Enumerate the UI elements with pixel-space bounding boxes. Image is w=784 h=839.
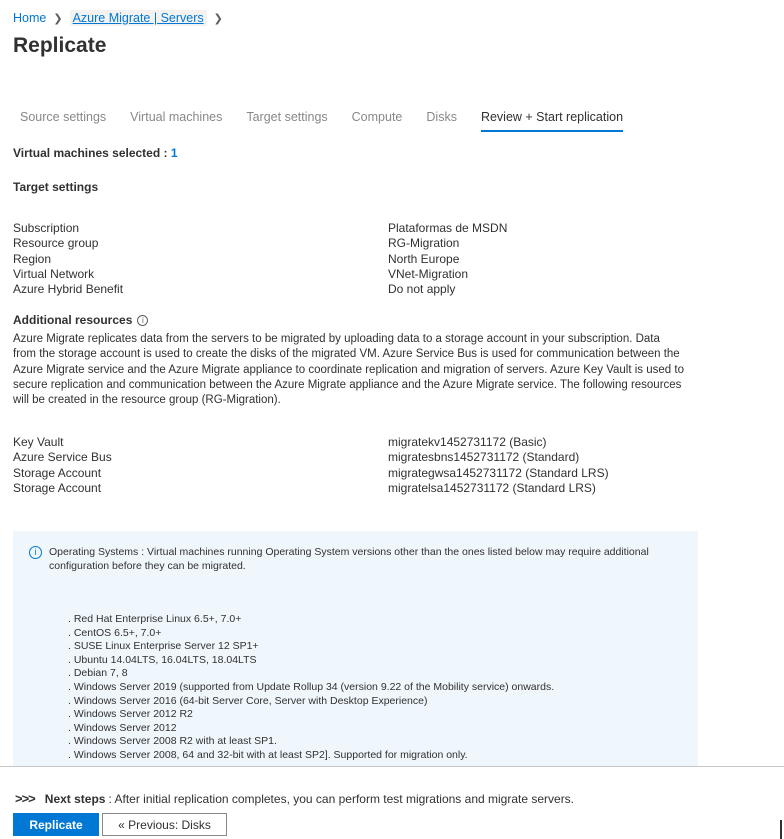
list-item: . Windows Server 2008, 64 and 32-bit with at least SP2]. Supported for migration only. [68, 748, 468, 761]
chevron-right-icon: ❯ [213, 12, 223, 25]
additional-resources-title: Additional resources [13, 313, 133, 327]
page-title: Replicate [13, 34, 107, 57]
storage-account-label: Storage Account [13, 465, 102, 480]
target-settings-list [13, 221, 713, 297]
resource-group-label: Resource group [13, 236, 99, 251]
resource-row [13, 450, 713, 465]
target-setting-row [13, 282, 713, 297]
resource-row [13, 435, 713, 450]
tab-target-settings[interactable]: Target settings [246, 110, 328, 124]
service-bus-value: migratesbns1452731172 (Standard) [388, 450, 580, 465]
target-setting-row [13, 267, 713, 282]
storage-account-label: Storage Account [13, 480, 102, 495]
previous-disks-button[interactable]: « Previous: Disks [102, 813, 227, 836]
list-item: . Windows Server 2008 R2 with at least SP1. [68, 735, 277, 748]
storage-account-value: migrategwsa1452731172 (Standard LRS) [388, 465, 609, 480]
os-info-message: Operating Systems : Virtual machines running Operating System versions other than the ones listed below may require additional configuration before they can be migrated. [49, 546, 649, 572]
azure-hybrid-benefit-value: Do not apply [388, 282, 456, 297]
resource-row [13, 481, 713, 496]
tab-compute[interactable]: Compute [351, 110, 403, 124]
next-steps-text: : After initial replication completes, you can perform test migrations and migrate servers. [108, 791, 575, 806]
target-setting-row [13, 236, 713, 251]
azure-hybrid-benefit-label: Azure Hybrid Benefit [13, 282, 124, 297]
subscription-value: Plataformas de MSDN [388, 221, 508, 235]
vm-selected-count[interactable]: 1 [170, 146, 178, 160]
list-item: . Debian 7, 8 [68, 667, 128, 680]
os-list [68, 613, 554, 763]
service-bus-label: Azure Service Bus [13, 450, 112, 465]
breadcrumb-azure-migrate-link[interactable]: Azure Migrate | Servers [70, 10, 207, 26]
list-item: . Windows Server 2012 [68, 721, 177, 734]
additional-resources-description: Azure Migrate replicates data from the servers to be migrated by uploading data to a storage account in your subscription. Data from the storage account is used to create the disks of the migrated VM. Azure Service Bus is used for communication between the Azure Migrate service and the Azure Migrate appliance to coordinate replication and migration of servers. Azure Key Vault is used to secure replication and communication between the Azure Migrate appliance and the Azure Migrate service. The following resources will be created in the resource group (RG-Migration). [13, 333, 684, 407]
tab-virtual-machines[interactable]: Virtual machines [130, 110, 223, 124]
vm-selected-label: Virtual machines selected : [13, 146, 168, 160]
vm-selected-summary [13, 146, 178, 160]
list-item: . Ubuntu 14.04LTS, 16.04LTS, 18.04LTS [68, 653, 257, 666]
breadcrumb [13, 10, 230, 26]
virtual-network-value: VNet-Migration [388, 266, 469, 281]
tab-review-start-replication[interactable]: Review + Start replication [481, 110, 623, 132]
os-info-message-row [29, 545, 669, 573]
next-steps [15, 791, 574, 806]
region-value: North Europe [388, 251, 460, 266]
triple-chevron-icon: >>> [15, 791, 35, 806]
scrollbar-edge [780, 820, 782, 839]
additional-resources-list [13, 435, 713, 496]
info-icon: i [29, 546, 42, 559]
key-vault-value: migratekv1452731172 (Basic) [388, 435, 547, 449]
footer-divider [0, 766, 784, 767]
additional-resources-heading [13, 313, 148, 327]
key-vault-label: Key Vault [13, 435, 64, 449]
list-item: . Windows Server 2016 (64-bit Server Core, Server with Desktop Experience) [68, 694, 428, 707]
resource-row [13, 466, 713, 481]
info-icon[interactable]: i [137, 315, 148, 326]
storage-account-value: migratelsa1452731172 (Standard LRS) [388, 480, 596, 495]
breadcrumb-home-link[interactable]: Home [13, 11, 47, 25]
resource-group-value: RG-Migration [388, 236, 460, 251]
subscription-label: Subscription [13, 221, 80, 235]
chevron-right-icon: ❯ [53, 12, 63, 25]
target-setting-row [13, 221, 713, 236]
replicate-button[interactable]: Replicate [13, 813, 99, 836]
target-settings-heading: Target settings [13, 180, 99, 194]
target-setting-row [13, 252, 713, 267]
list-item: . Windows Server 2012 R2 [68, 708, 193, 721]
next-steps-label: Next steps [44, 791, 106, 806]
list-item: . CentOS 6.5+, 7.0+ [68, 626, 162, 639]
list-item: . Windows Server 2019 (supported from Update Rollup 34 (version 9.22 of the Mobility service) onwards. [68, 680, 555, 693]
wizard-tabs [20, 110, 647, 132]
region-label: Region [13, 251, 52, 266]
virtual-network-label: Virtual Network [13, 266, 95, 281]
tab-disks[interactable]: Disks [426, 110, 457, 124]
os-info-box [13, 531, 698, 766]
tab-source-settings[interactable]: Source settings [20, 110, 107, 124]
list-item: . SUSE Linux Enterprise Server 12 SP1+ [68, 640, 259, 653]
list-item: . Red Hat Enterprise Linux 6.5+, 7.0+ [68, 613, 242, 625]
